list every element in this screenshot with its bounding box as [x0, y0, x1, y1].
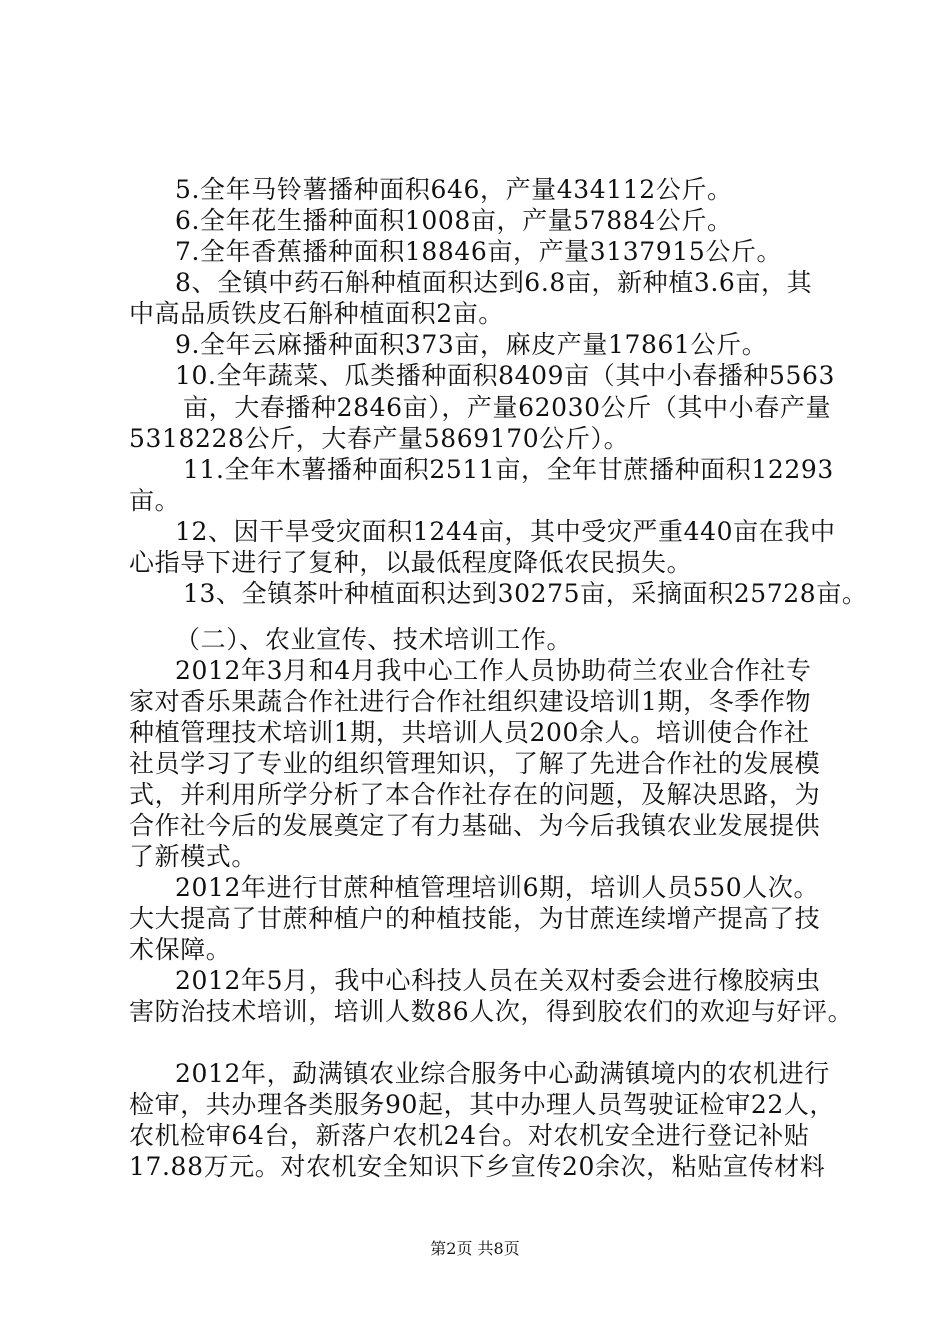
- text-line: 7.全年香蕉播种面积18846亩，产量3137915公斤。: [175, 237, 783, 266]
- page-footer: 第2页 共8页: [430, 1239, 520, 1258]
- text-line: 害防治技术培训，培训人数86人次，得到胶农们的欢迎与好评。: [129, 997, 854, 1026]
- text-line: 2012年进行甘蔗种植管理培训6期，培训人员550人次。: [175, 873, 820, 902]
- text-line: 2012年3月和4月我中心工作人员协助荷兰农业合作社专: [175, 656, 812, 685]
- text-line: 11.全年木薯播种面积2511亩，全年甘蔗播种面积12293: [183, 455, 834, 484]
- text-line: 家对香乐果蔬合作社进行合作社组织建设培训1期，冬季作物: [129, 687, 812, 716]
- text-line: 2012年，勐满镇农业综合服务中心勐满镇境内的农机进行: [175, 1059, 830, 1088]
- text-line: 式，并利用所学分析了本合作社存在的问题，及解决思路，为: [129, 780, 821, 809]
- text-line: 10.全年蔬菜、瓜类播种面积8409亩（其中小春播种5563: [175, 361, 836, 390]
- text-line: 亩，大春播种2846亩），产量62030公斤（其中小春产量: [183, 393, 832, 422]
- text-line: 大大提高了甘蔗种植户的种植技能，为甘蔗连续增产提高了技: [129, 904, 821, 933]
- text-line: 6.全年花生播种面积1008亩，产量57884公斤。: [175, 206, 733, 235]
- text-line: 2012年5月，我中心科技人员在关双村委会进行橡胶病虫: [175, 966, 821, 995]
- text-line: 5.全年马铃薯播种面积646，产量434112公斤。: [175, 175, 733, 204]
- text-line: 术保障。: [129, 935, 232, 964]
- text-line: 中高品质铁皮石斛种植面积2亩。: [129, 299, 504, 328]
- text-line: 13、全镇茶叶种植面积达到30275亩，采摘面积25728亩。: [183, 579, 868, 608]
- text-line: 9.全年云麻播种面积373亩，麻皮产量17861公斤。: [175, 330, 768, 359]
- text-line: 17.88万元。对农机安全知识下乡宣传20余次，粘贴宣传材料: [129, 1152, 826, 1181]
- text-line: 农机检审64台，新落户农机24台。对农机安全进行登记补贴: [129, 1121, 810, 1150]
- text-line: 8、全镇中药石斛种植面积达到6.8亩，新种植3.6亩，其: [175, 268, 813, 297]
- text-line: 5318228公斤，大春产量5869170公斤）。: [129, 424, 630, 453]
- text-line: 了新模式。: [129, 842, 258, 871]
- text-line: 亩。: [129, 486, 181, 515]
- text-line: 种植管理技术培训1期，共培训人员200余人。培训使合作社: [129, 718, 810, 747]
- text-line: 心指导下进行了复种，以最低程度降低农民损失。: [129, 548, 693, 577]
- text-line: 12、因干旱受灾面积1244亩，其中受灾严重440亩在我中: [175, 517, 836, 546]
- text-line: 检审，共办理各类服务90起，其中办理人员驾驶证检审22人，: [129, 1090, 836, 1119]
- section-heading: （二）、农业宣传、技术培训工作。: [175, 625, 573, 654]
- text-line: 社员学习了专业的组织管理知识，了解了先进合作社的发展模: [129, 749, 821, 778]
- text-line: 合作社今后的发展奠定了有力基础、为今后我镇农业发展提供: [129, 811, 821, 840]
